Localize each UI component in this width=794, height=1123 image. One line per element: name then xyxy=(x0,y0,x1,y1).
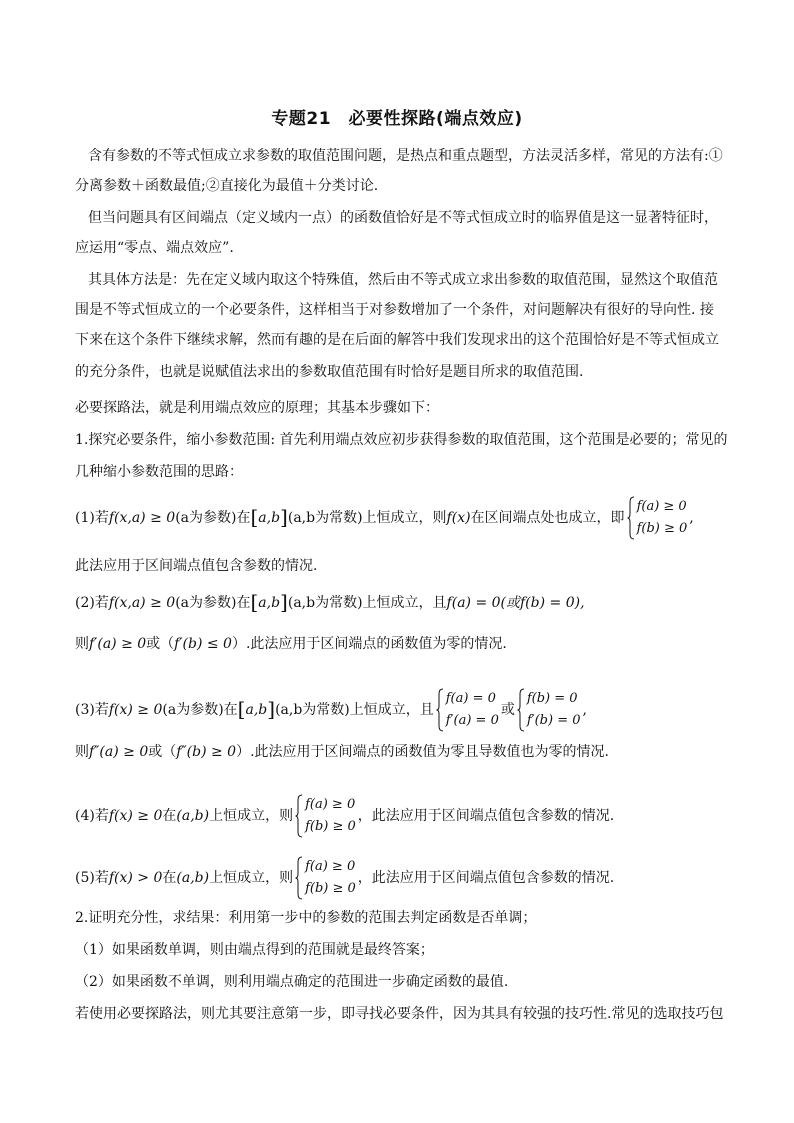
case-5-prefix: (5)若 xyxy=(75,870,109,886)
case-2-left-bracket: [ xyxy=(250,590,259,614)
case-1-fx: f(x) xyxy=(446,510,471,526)
case-3-then: 则 xyxy=(75,744,89,760)
case-3-end: , xyxy=(582,702,587,718)
case-3-right-bracket: ] xyxy=(267,697,276,721)
case-5-interval: (a,b) xyxy=(176,870,210,886)
case-3-system-b-row-1: f(b) = 0 xyxy=(526,691,578,706)
case-3-result-1: f″(a) ≥ 0 xyxy=(89,744,149,760)
case-3-close: ） xyxy=(236,744,251,760)
intro-paragraph-1-line-1: 含有参数的不等式恒成立求参数的取值范围问题，是热点和重点题型，方法灵活多样，常见的方法有:① xyxy=(88,148,723,164)
left-brace-icon xyxy=(517,688,525,732)
case-1-line xyxy=(75,496,694,540)
case-3-system-a-row-1: f(a) = 0 xyxy=(445,691,496,706)
case-4-system-row-1: f(a) ≥ 0 xyxy=(305,797,356,812)
case-3-left-bracket: [ xyxy=(237,697,246,721)
case-3-system-a-row-2: f′(a) = 0 xyxy=(445,713,499,728)
case-1-const: (a,b为常数) xyxy=(287,510,363,526)
case-2-inequality: f(x,a) ≥ 0 xyxy=(108,595,176,611)
case-1-interval: a,b xyxy=(258,510,281,526)
case-1-system xyxy=(627,496,688,540)
case-1-mid2: 在区间端点处也成立，即 xyxy=(470,510,625,526)
case-3-mid: 上恒成立，且 xyxy=(349,702,434,718)
case-3-or-2: 或（ xyxy=(148,744,177,760)
case-2-right-bracket: ] xyxy=(280,590,288,614)
case-1-right-bracket: ] xyxy=(280,505,288,529)
case-3-prefix: (3)若 xyxy=(75,702,109,718)
case-1-param: (a为参数) xyxy=(175,510,237,526)
case-3-param: (a为参数) xyxy=(162,702,224,718)
left-brace-icon xyxy=(295,856,303,900)
step1-line-2: 几种缩小参数范围的思路： xyxy=(75,464,243,480)
step1-line-1: 1.探究必要条件，缩小参数范围: 首先利用端点效应初步获得参数的取值范围，这个范围是必要的；常见的 xyxy=(75,432,728,448)
page-title: 专题21 必要性探路(端点效应) xyxy=(271,109,523,129)
intro-paragraph-3-line-4: 的充分条件，也就是说赋值法求出的参数取值范围有时恰好是题目所求的取值范围. xyxy=(75,364,584,380)
case-5-system xyxy=(295,856,356,900)
case-5-note: ，此法应用于区间端点值包含参数的情况. xyxy=(357,870,615,886)
case-1-left-bracket: [ xyxy=(250,505,259,529)
case-5-system-row-2: f(b) ≥ 0 xyxy=(305,881,356,896)
step2-line-1: 2.证明充分性，求结果：利用第一步中的参数的范围去判定函数是否单调； xyxy=(75,910,537,926)
case-2-note: .此法应用于区间端点的函数值为零的情况. xyxy=(245,636,507,652)
intro-paragraph-3-line-2: 围是不等式恒成立的一个必要条件，这样相当于对参数增加了一个条件，对问题解决有很好的导向性. 接 xyxy=(75,302,714,318)
case-3-result-2: f″(b) ≥ 0 xyxy=(176,744,237,760)
case-2-on: 在 xyxy=(236,595,251,611)
case-4-on: 在 xyxy=(162,808,177,824)
case-2-or: 或（ xyxy=(146,636,175,652)
left-brace-icon xyxy=(295,794,303,838)
case-3-result-line xyxy=(75,742,609,762)
case-4-system-row-2: f(b) ≥ 0 xyxy=(305,819,356,834)
case-2-interval: a,b xyxy=(258,595,281,611)
case-1-system-row-1: f(a) ≥ 0 xyxy=(636,499,687,514)
case-3-or: 或 xyxy=(500,702,515,718)
left-brace-icon xyxy=(436,688,444,732)
left-brace-icon xyxy=(627,496,635,540)
case-2-close: ） xyxy=(231,636,246,652)
case-3-system-b xyxy=(517,688,581,732)
case-2-const: (a,b为常数) xyxy=(287,595,363,611)
case-1-system-row-2: f(b) ≥ 0 xyxy=(636,521,688,536)
case-3-interval: a,b xyxy=(245,702,268,718)
case-4-line xyxy=(75,794,614,838)
intro-paragraph-3-line-1: 其具体方法是：先在定义域内取这个特殊值，然后由不等式成立求出参数的取值范围，显然这个取值范 xyxy=(88,272,718,288)
intro-paragraph-2-line-1: 但当问题具有区间端点（定义域内一点）的函数值恰好是不等式恒成立时的临界值是这一显著特征时， xyxy=(88,210,718,226)
step2-line-4: 若使用必要探路法，则尤其要注意第一步，即寻找必要条件，因为其具有较强的技巧性.常见的选取技巧包 xyxy=(75,1006,724,1022)
intro-paragraph-1-line-2: 分离参数＋函数最值;②直接化为最值＋分类讨论. xyxy=(75,178,379,194)
case-5-mid: 上恒成立，则 xyxy=(209,870,294,886)
intro-paragraph-4: 必要探路法，就是利用端点效应的原理；其基本步骤如下： xyxy=(75,400,439,416)
case-2-result-line xyxy=(75,634,507,654)
case-1-note: 此法应用于区间端点值包含参数的情况. xyxy=(75,558,318,574)
case-2-condition: f(a) = 0(或f(b) = 0), xyxy=(446,595,585,611)
case-1-inequality: f(x,a) ≥ 0 xyxy=(108,510,176,526)
case-2-mid: 上恒成立，且 xyxy=(362,595,447,611)
case-3-system-a xyxy=(436,688,499,732)
case-5-inequality: f(x) > 0 xyxy=(108,870,163,886)
case-1-prefix: (1)若 xyxy=(75,510,109,526)
case-1-on: 在 xyxy=(236,510,251,526)
intro-paragraph-3-line-3: 下来在这个条件下继续求解，然而有趣的是在后面的解答中我们发现求出的这个范围恰好是不等式恒成立 xyxy=(75,332,719,348)
case-3-line xyxy=(75,688,587,732)
case-3-inequality: f(x) ≥ 0 xyxy=(108,702,163,718)
intro-paragraph-2-line-2: 应运用“零点、端点效应”. xyxy=(75,240,234,256)
case-1-mid: 上恒成立，则 xyxy=(362,510,447,526)
case-4-inequality: f(x) ≥ 0 xyxy=(108,808,163,824)
case-2-param: (a为参数) xyxy=(175,595,237,611)
case-5-system-row-1: f(a) ≥ 0 xyxy=(305,859,356,874)
case-5-on: 在 xyxy=(162,870,177,886)
case-4-interval: (a,b) xyxy=(176,808,210,824)
case-5-line xyxy=(75,856,614,900)
case-3-system-b-row-2: f′(b) = 0 xyxy=(526,713,581,728)
case-2-then: 则 xyxy=(75,636,89,652)
case-3-const: (a,b为常数) xyxy=(275,702,350,718)
case-4-note: ，此法应用于区间端点值包含参数的情况. xyxy=(357,808,615,824)
case-4-prefix: (4)若 xyxy=(75,808,109,824)
case-2-line xyxy=(75,592,585,613)
case-3-note: .此法应用于区间端点的函数值为零且导数值也为零的情况. xyxy=(250,744,609,760)
step2-line-3: （2）如果函数不单调，则利用端点确定的范围进一步确定函数的最值. xyxy=(75,974,509,990)
case-2-result-2: f′(b) ≤ 0 xyxy=(174,636,232,652)
case-3-on: 在 xyxy=(223,702,238,718)
case-2-result-1: f′(a) ≥ 0 xyxy=(89,636,147,652)
case-4-system xyxy=(295,794,356,838)
case-4-mid: 上恒成立，则 xyxy=(209,808,294,824)
step2-line-2: （1）如果函数单调，则由端点得到的范围就是最终答案； xyxy=(75,942,434,958)
case-1-end: , xyxy=(689,510,694,526)
case-2-prefix: (2)若 xyxy=(75,595,109,611)
